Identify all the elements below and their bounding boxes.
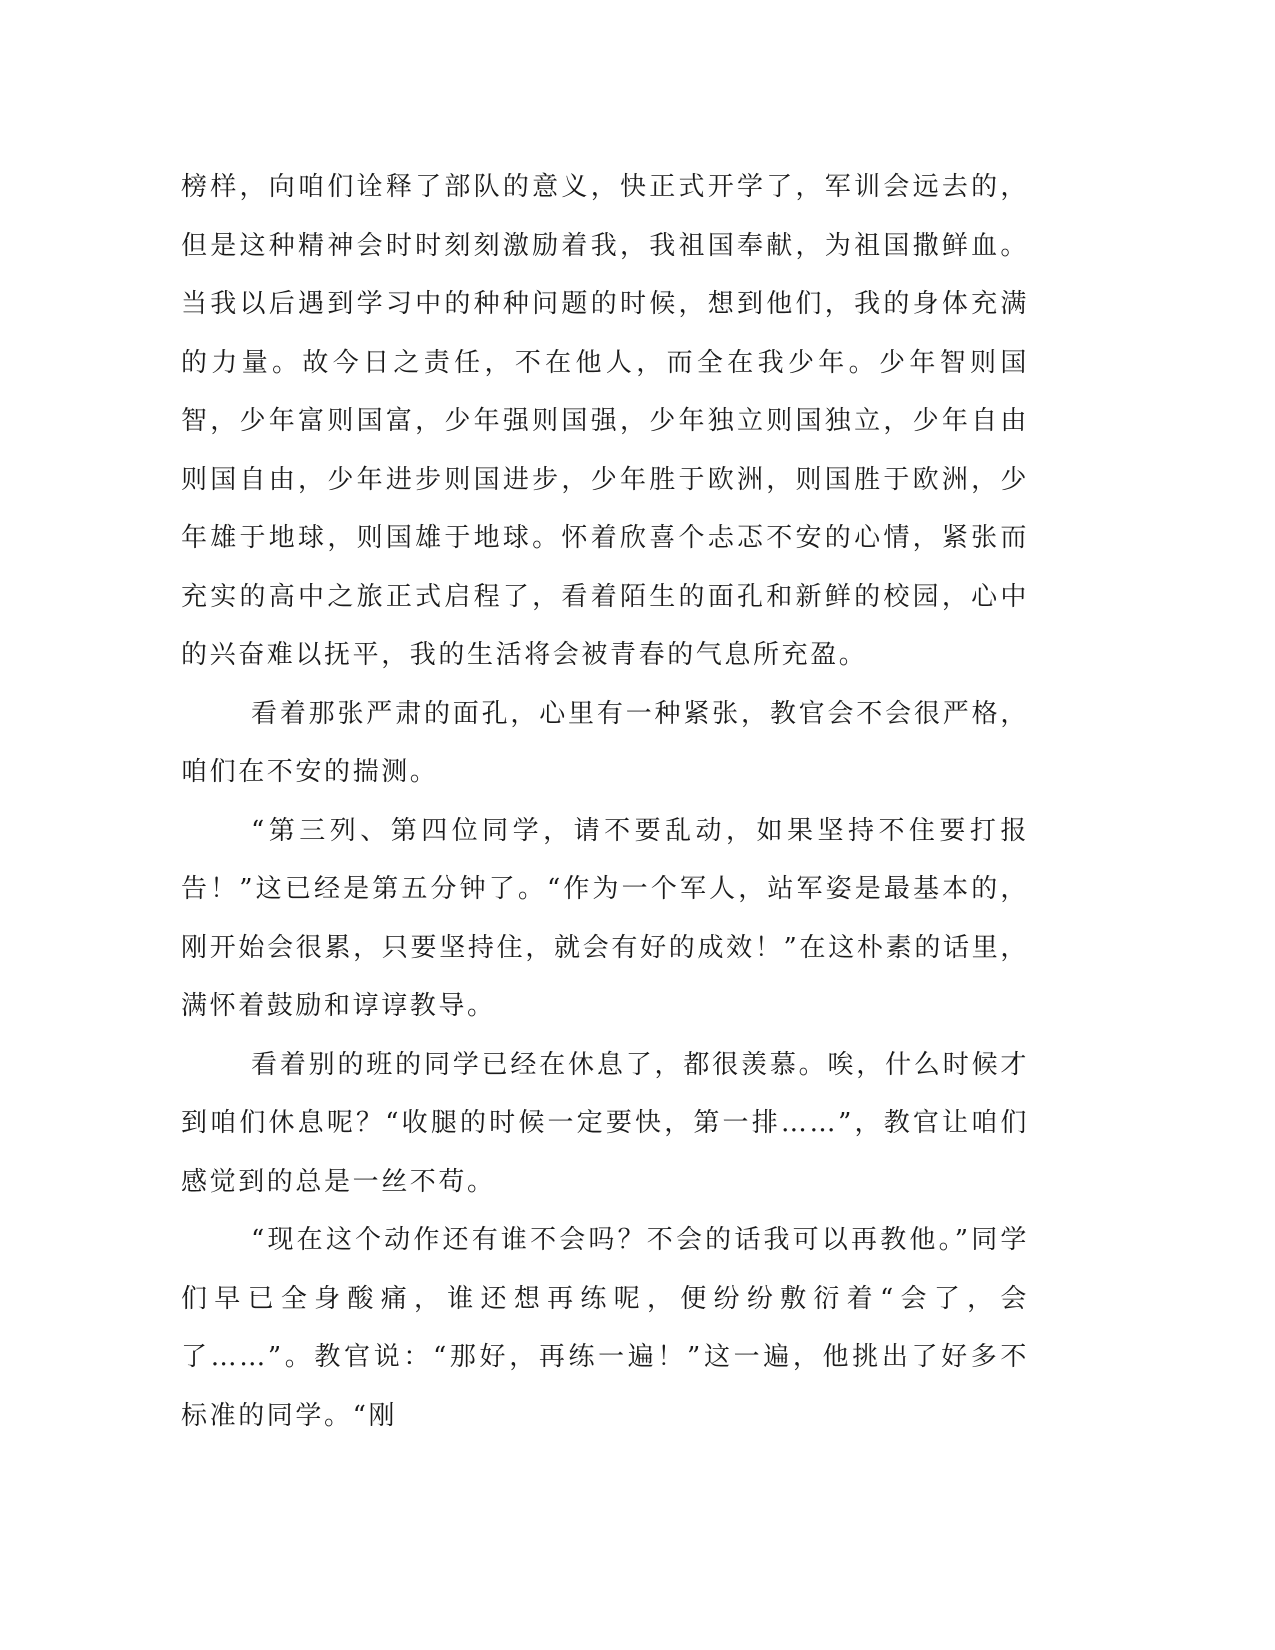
paragraph-4: 看着别的班的同学已经在休息了，都很羡慕。唉，什么时候才到咱们休息呢？“收腿的时候一定要快，第一排……”，教官让咱们感觉到的总是一丝不苟。 [181, 1049, 1029, 1197]
paragraph-5: “现在这个动作还有谁不会吗？不会的话我可以再教他。”同学们早已全身酸痛，谁还想再练呢，便纷纷敷衍着“会了，会了……”。教官说：“那好，再练一遍！”这一遍，他挑出了好多不标准的同学。“刚 [181, 1225, 1029, 1431]
paragraph-3: “第三列、第四位同学，请不要乱动，如果坚持不住要打报告！”这已经是第五分钟了。“作为一个军人，站军姿是最基本的，刚开始会很累，只要坚持住，就会有好的成效！”在这朴素的话里，满怀着鼓励和谆谆教导。 [181, 815, 1029, 1021]
paragraph-1: 榜样，向咱们诠释了部队的意义，快正式开学了，军训会远去的，但是这种精神会时时刻刻激励着我，我祖国奉献，为祖国撒鲜血。当我以后遇到学习中的种种问题的时候，想到他们，我的身体充满的力量。故今日之责任，不在他人，而全在我少年。少年智则国智，少年富则国富，少年强则国强，少年独立则国独立，少年自由则国自由，少年进步则国进步，少年胜于欧洲，则国胜于欧洲，少年雄于地球，则国雄于地球。怀着欣喜个忐忑不安的心情，紧张而充实的高中之旅正式启程了，看着陌生的面孔和新鲜的校园，心中的兴奋难以抚平，我的生活将会被青春的气息所充盈。 [181, 172, 1029, 670]
paragraph-2: 看着那张严肃的面孔，心里有一种紧张，教官会不会很严格，咱们在不安的揣测。 [181, 698, 1029, 787]
document-body [181, 158, 1029, 1445]
